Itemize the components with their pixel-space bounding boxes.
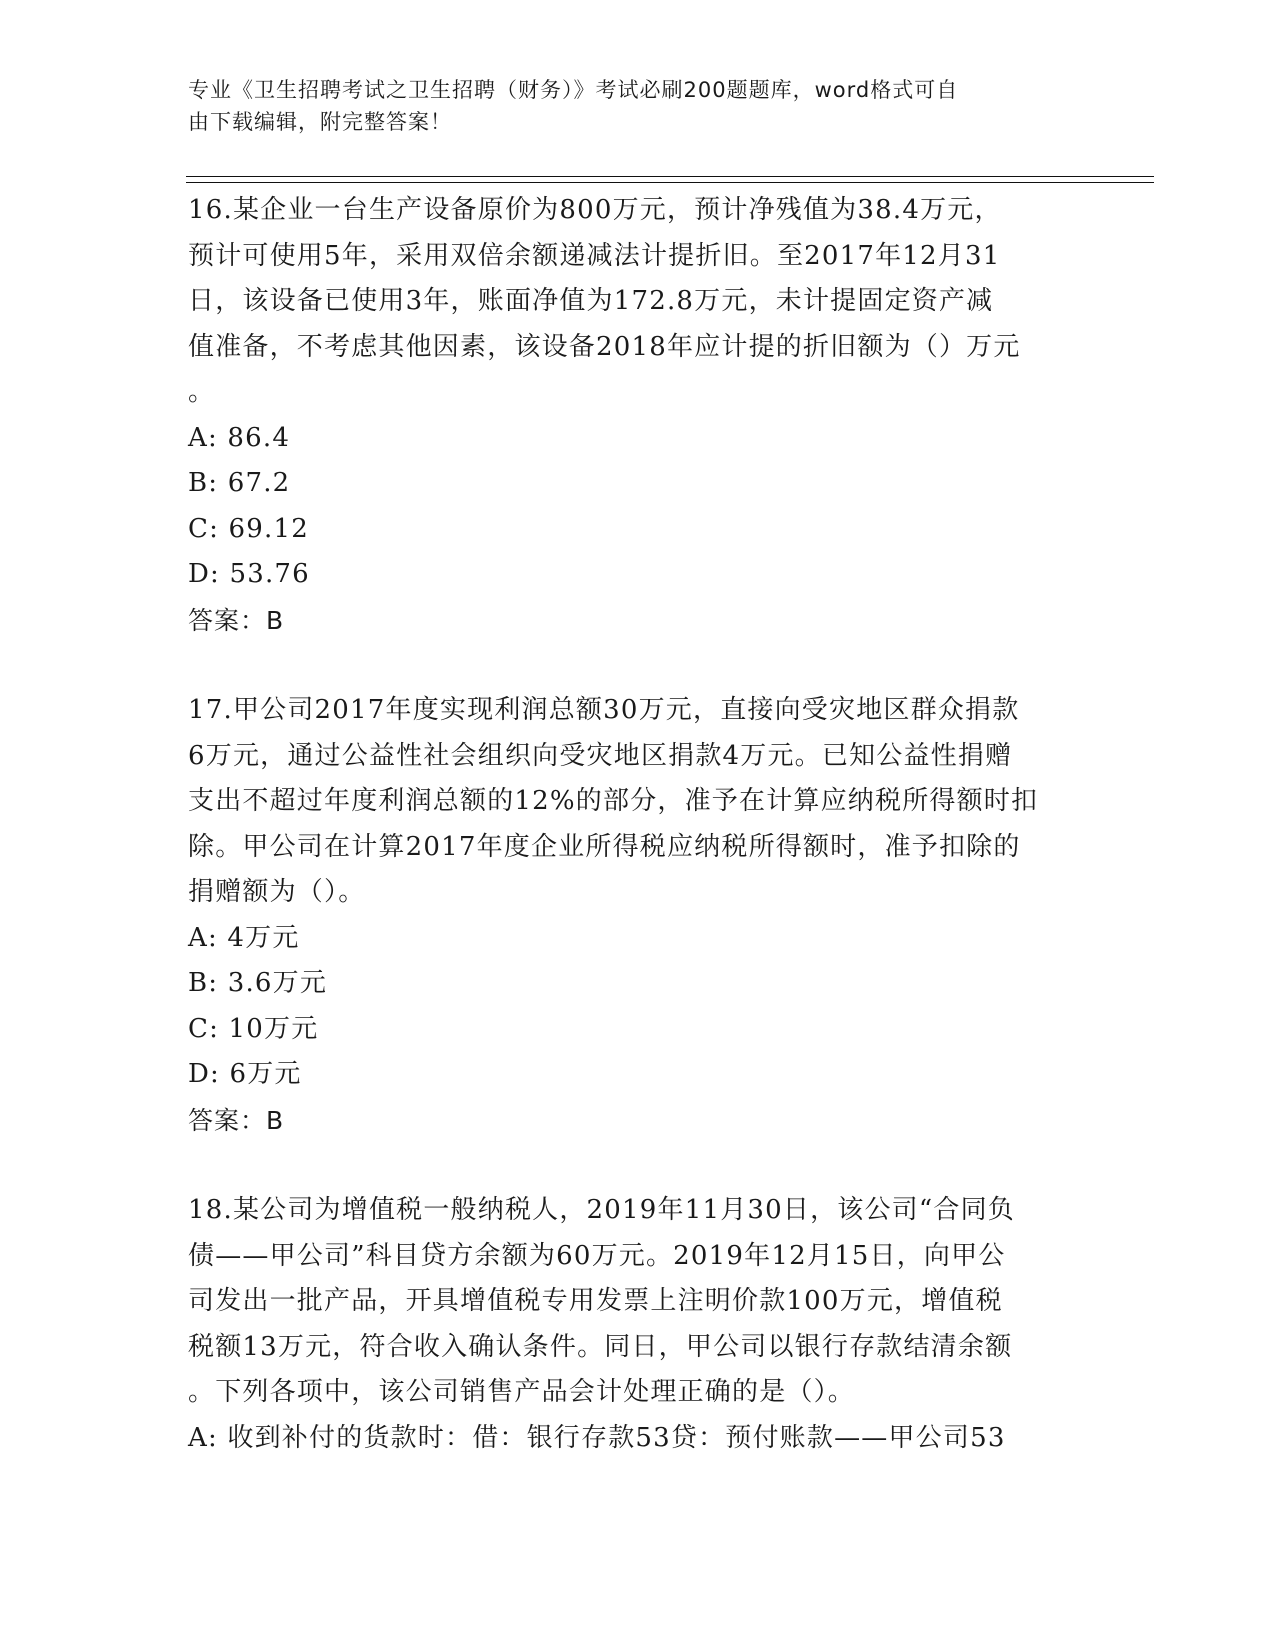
question-stem bbox=[188, 1188, 1078, 1416]
option-c: C: 69.12 bbox=[188, 513, 309, 544]
stem-line: 6万元，通过公益性社会组织向受灾地区捐款4万元。已知公益性捐赠 bbox=[188, 740, 1013, 771]
option-a: A: 4万元 bbox=[188, 922, 300, 953]
answer: 答案：B bbox=[188, 605, 285, 635]
header-divider-top bbox=[186, 176, 1154, 177]
stem-line: 除。甲公司在计算2017年度企业所得税应纳税所得额时，准予扣除的 bbox=[188, 831, 1021, 862]
stem-line: 值准备，不考虑其他因素，该设备2018年应计提的折旧额为（）万元 bbox=[188, 331, 1021, 362]
header-line-1: 专业《卫生招聘考试之卫生招聘（财务）》考试必刷200题题库，word格式可自 bbox=[188, 78, 959, 102]
stem-line: 18.某公司为增值税一般纳税人，2019年11月30日，该公司“合同负 bbox=[188, 1195, 1015, 1225]
stem-line: 司发出一批产品，开具增值税专用发票上注明价款100万元，增值税 bbox=[188, 1286, 1003, 1316]
question-18 bbox=[188, 1188, 1078, 1461]
stem-line: 支出不超过年度利润总额的12%的部分，准予在计算应纳税所得额时扣 bbox=[188, 786, 1039, 816]
stem-line: 捐赠额为（）。 bbox=[188, 877, 366, 907]
option-b: B: 67.2 bbox=[188, 468, 291, 498]
stem-line: 17.甲公司2017年度实现利润总额30万元，直接向受灾地区群众捐款 bbox=[188, 695, 1020, 725]
question-17 bbox=[188, 688, 1078, 1143]
question-stem bbox=[188, 188, 1078, 416]
option-d: D: 53.76 bbox=[188, 559, 310, 589]
stem-line: 。下列各项中，该公司销售产品会计处理正确的是（）。 bbox=[188, 1377, 856, 1407]
option-b: B: 3.6万元 bbox=[188, 968, 328, 998]
answer: 答案：B bbox=[188, 1105, 285, 1135]
stem-line: 16.某企业一台生产设备原价为800万元，预计净残值为38.4万元， bbox=[188, 195, 1002, 225]
question-16 bbox=[188, 188, 1078, 643]
option-c: C: 10万元 bbox=[188, 1013, 319, 1044]
stem-line: 日，该设备已使用3年，账面净值为172.8万元，未计提固定资产减 bbox=[188, 286, 994, 316]
stem-line: 税额13万元，符合收入确认条件。同日，甲公司以银行存款结清余额 bbox=[188, 1331, 1013, 1362]
document-header bbox=[188, 74, 1068, 138]
stem-line: 债——甲公司”科目贷方余额为60万元。2019年12月15日，向甲公 bbox=[188, 1240, 1006, 1271]
question-stem bbox=[188, 688, 1078, 916]
option-d: D: 6万元 bbox=[188, 1059, 302, 1089]
stem-line: 。 bbox=[188, 377, 216, 407]
header-divider-bottom bbox=[186, 182, 1154, 183]
stem-line: 预计可使用5年，采用双倍余额递减法计提折旧。至2017年12月31 bbox=[188, 240, 1001, 271]
option-a: A: 收到补付的货款时：借：银行存款53贷：预付账款——甲公司53 bbox=[188, 1422, 1006, 1453]
header-line-2: 由下载编辑，附完整答案！ bbox=[188, 110, 452, 134]
option-a: A: 86.4 bbox=[188, 422, 291, 453]
